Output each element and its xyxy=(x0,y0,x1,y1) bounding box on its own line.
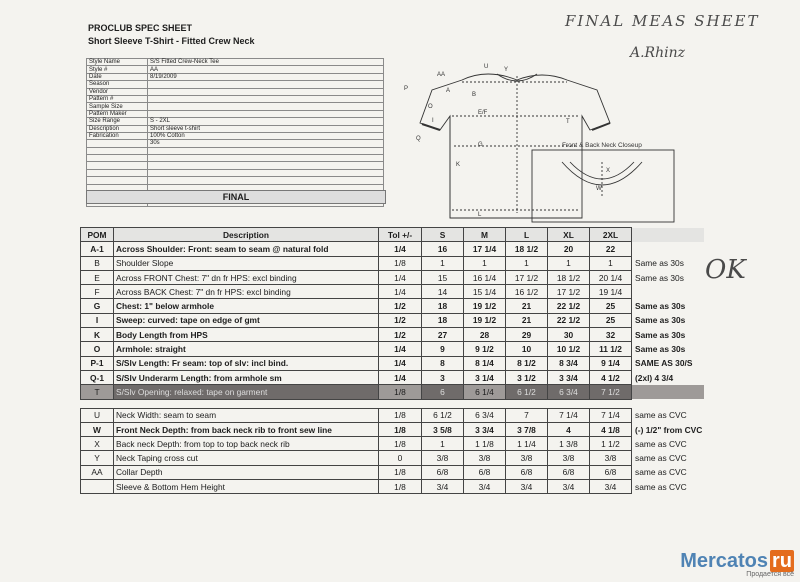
cell-m: 16 1/4 xyxy=(464,270,506,284)
sketch-letter-o: O xyxy=(428,104,433,110)
info-key xyxy=(87,169,148,176)
cell-s: 6/8 xyxy=(422,465,464,479)
cell-m: 9 1/2 xyxy=(464,342,506,356)
sketch-letter-y: Y xyxy=(504,67,509,73)
cell-desc: Across BACK Chest: 7" dn fr HPS: excl binding xyxy=(114,285,379,299)
cell-desc: Chest: 1" below armhole xyxy=(114,299,379,313)
cell-s: 3 5/8 xyxy=(422,422,464,436)
cell-m: 19 1/2 xyxy=(464,299,506,313)
cell-m: 28 xyxy=(464,328,506,342)
garment-sketch xyxy=(392,58,682,230)
cell-desc: Back neck Depth: from top to top back neck rib xyxy=(114,437,379,451)
header-size-s: S xyxy=(422,228,464,242)
cell-pom: E xyxy=(81,270,114,284)
final-label: FINAL xyxy=(86,190,386,204)
info-row xyxy=(87,59,384,66)
cell-desc: Front Neck Depth: from back neck rib to front sew line xyxy=(114,422,379,436)
info-key: Description xyxy=(87,125,148,132)
cell-xl: 1 3/8 xyxy=(548,437,590,451)
cell-m: 19 1/2 xyxy=(464,313,506,327)
info-row xyxy=(87,81,384,88)
sheet-title: PROCLUB SPEC SHEET xyxy=(88,23,193,33)
cell-tol: 1/4 xyxy=(379,270,422,284)
info-row xyxy=(87,169,384,176)
cell-l: 3/8 xyxy=(506,451,548,465)
cell-xxl: 6/8 xyxy=(590,465,632,479)
cell-note: Same as 30s xyxy=(635,258,684,269)
cell-l: 16 1/2 xyxy=(506,285,548,299)
cell-s: 3/8 xyxy=(422,451,464,465)
cell-m: 15 1/4 xyxy=(464,285,506,299)
cell-desc: Across FRONT Chest: 7" dn fr HPS: excl binding xyxy=(114,270,379,284)
info-key: Pattern # xyxy=(87,95,148,102)
cell-m: 1 xyxy=(464,256,506,270)
cell-l: 3 1/2 xyxy=(506,370,548,384)
cell-l: 6/8 xyxy=(506,465,548,479)
cell-s: 6 1/2 xyxy=(422,408,464,422)
cell-l: 29 xyxy=(506,328,548,342)
cell-s: 16 xyxy=(422,242,464,256)
cell-pom: AA xyxy=(81,465,114,479)
handwritten-ok: OK xyxy=(705,255,746,285)
cell-l: 21 xyxy=(506,299,548,313)
table-row xyxy=(81,451,705,465)
info-value: Short sleeve t-shirt xyxy=(148,125,384,132)
cell-note: Same as 30s xyxy=(635,315,686,326)
info-key xyxy=(87,155,148,162)
cell-desc: Armhole: straight xyxy=(114,342,379,356)
watermark-tld: ru xyxy=(772,550,792,572)
cell-desc: Across Shoulder: Front: seam to seam @ natural fold xyxy=(114,242,379,256)
cell-pom: X xyxy=(81,437,114,451)
cell-note xyxy=(632,242,705,256)
cell-xl: 10 1/2 xyxy=(548,342,590,356)
cell-desc: Sleeve & Bottom Hem Height xyxy=(114,480,379,494)
cell-xl: 20 xyxy=(548,242,590,256)
cell-xxl: 7 1/2 xyxy=(590,385,632,399)
cell-note: same as CVC xyxy=(635,410,687,421)
info-key: Style # xyxy=(87,66,148,73)
info-row xyxy=(87,95,384,102)
cell-note: Same as 30s xyxy=(635,272,684,283)
cell-desc: S/Slv Length: Fr seam: top of slv: incl bind. xyxy=(114,356,379,370)
info-row xyxy=(87,66,384,73)
table-row xyxy=(81,422,705,436)
table-row xyxy=(81,242,705,256)
cell-xxl: 4 1/8 xyxy=(590,422,632,436)
info-key xyxy=(87,140,148,147)
cell-xxl: 3/4 xyxy=(590,480,632,494)
cell-l: 21 xyxy=(506,313,548,327)
cell-xxl: 9 1/4 xyxy=(590,356,632,370)
cell-m: 3/8 xyxy=(464,451,506,465)
cell-desc: S/Slv Underarm Length: from armhole sm xyxy=(114,370,379,384)
cell-xl: 17 1/2 xyxy=(548,285,590,299)
sketch-letter-k: K xyxy=(456,162,461,168)
info-value xyxy=(148,110,384,117)
cell-s: 14 xyxy=(422,285,464,299)
cell-s: 27 xyxy=(422,328,464,342)
cell-xl: 22 1/2 xyxy=(548,299,590,313)
info-value xyxy=(148,155,384,162)
info-value xyxy=(148,95,384,102)
header-description: Description xyxy=(114,228,379,242)
cell-tol: 0 xyxy=(379,451,422,465)
info-row xyxy=(87,103,384,110)
info-key: Vendor xyxy=(87,88,148,95)
cell-tol: 1/4 xyxy=(379,342,422,356)
table-row xyxy=(81,465,705,479)
cell-l: 1 xyxy=(506,256,548,270)
cell-desc: Shoulder Slope xyxy=(114,256,379,270)
cell-xxl: 4 1/2 xyxy=(590,370,632,384)
sketch-letter-q: Q xyxy=(416,136,421,142)
cell-xxl: 1 xyxy=(590,256,632,270)
watermark-brand: Mercatos xyxy=(680,550,768,572)
table-row xyxy=(81,270,705,284)
cell-xl: 3/4 xyxy=(548,480,590,494)
cell-s: 3 xyxy=(422,370,464,384)
cell-tol: 1/8 xyxy=(379,385,422,399)
cell-pom: Q-1 xyxy=(81,370,114,384)
cell-note xyxy=(632,385,705,399)
info-value: S - 2XL xyxy=(148,118,384,125)
info-value xyxy=(148,169,384,176)
measurement-table xyxy=(80,227,704,494)
info-key: Style Name xyxy=(87,59,148,66)
cell-note: same as CVC xyxy=(635,453,687,464)
cell-xxl: 32 xyxy=(590,328,632,342)
cell-m: 3 1/4 xyxy=(464,370,506,384)
cell-l: 17 1/2 xyxy=(506,270,548,284)
sketch-letter-g: G xyxy=(478,142,483,148)
table-gap xyxy=(81,399,705,408)
cell-pom: F xyxy=(81,285,114,299)
sketch-letter-w: W xyxy=(596,186,602,192)
cell-xl: 6/8 xyxy=(548,465,590,479)
cell-note: Same as 30s xyxy=(635,329,686,340)
info-row xyxy=(87,88,384,95)
sketch-letter-t: T xyxy=(566,119,570,125)
cell-m: 3/4 xyxy=(464,480,506,494)
cell-pom: I xyxy=(81,313,114,327)
info-row xyxy=(87,162,384,169)
info-key: Size Range xyxy=(87,118,148,125)
cell-note xyxy=(632,285,705,299)
info-value: 8/19/2009 xyxy=(148,73,384,80)
cell-tol: 1/4 xyxy=(379,356,422,370)
info-row xyxy=(87,110,384,117)
cell-pom: P-1 xyxy=(81,356,114,370)
cell-pom: B xyxy=(81,256,114,270)
table-header-row xyxy=(81,228,705,242)
cell-pom: G xyxy=(81,299,114,313)
header-size-m: M xyxy=(464,228,506,242)
cell-m: 6 3/4 xyxy=(464,408,506,422)
cell-xxl: 1 1/2 xyxy=(590,437,632,451)
cell-pom: W xyxy=(81,422,114,436)
cell-tol: 1/2 xyxy=(379,299,422,313)
cell-l: 7 xyxy=(506,408,548,422)
table-row xyxy=(81,385,705,399)
cell-m: 6 1/4 xyxy=(464,385,506,399)
cell-note: Same as 30s xyxy=(635,344,686,355)
cell-note: same as CVC xyxy=(635,438,687,449)
cell-xxl: 7 1/4 xyxy=(590,408,632,422)
sketch-letter-x: X xyxy=(606,168,611,174)
cell-note: same as CVC xyxy=(635,467,687,478)
watermark xyxy=(680,551,794,578)
cell-tol: 1/2 xyxy=(379,328,422,342)
table-row xyxy=(81,437,705,451)
info-value: 30s xyxy=(148,140,384,147)
cell-xl: 6 3/4 xyxy=(548,385,590,399)
cell-l: 6 1/2 xyxy=(506,385,548,399)
cell-s: 18 xyxy=(422,313,464,327)
cell-pom: A-1 xyxy=(81,242,114,256)
cell-l: 18 1/2 xyxy=(506,242,548,256)
cell-m: 3 3/4 xyxy=(464,422,506,436)
cell-s: 18 xyxy=(422,299,464,313)
table-row xyxy=(81,342,705,356)
info-row xyxy=(87,177,384,184)
cell-desc: Sweep: curved: tape on edge of gmt xyxy=(114,313,379,327)
cell-s: 9 xyxy=(422,342,464,356)
cell-s: 1 xyxy=(422,437,464,451)
sketch-letter-aa: AA xyxy=(437,72,446,78)
info-key: Sample Size xyxy=(87,103,148,110)
sheet-subtitle: Short Sleeve T-Shirt - Fitted Crew Neck xyxy=(88,36,255,46)
cell-xl: 30 xyxy=(548,328,590,342)
table-row xyxy=(81,480,705,494)
cell-pom: U xyxy=(81,408,114,422)
header-size-l: L xyxy=(506,228,548,242)
table-row xyxy=(81,285,705,299)
cell-tol: 1/4 xyxy=(379,285,422,299)
info-row xyxy=(87,132,384,139)
header-size-2xl: 2XL xyxy=(590,228,632,242)
sketch-letter-u: U xyxy=(484,64,489,70)
cell-xl: 1 xyxy=(548,256,590,270)
table-row xyxy=(81,256,705,270)
cell-l: 3/4 xyxy=(506,480,548,494)
cell-l: 1 1/4 xyxy=(506,437,548,451)
info-key xyxy=(87,162,148,169)
cell-xl: 3/8 xyxy=(548,451,590,465)
info-value xyxy=(148,103,384,110)
cell-l: 8 1/2 xyxy=(506,356,548,370)
cell-s: 1 xyxy=(422,256,464,270)
cell-desc: Neck Taping cross cut xyxy=(114,451,379,465)
cell-xl: 18 1/2 xyxy=(548,270,590,284)
cell-tol: 1/4 xyxy=(379,370,422,384)
cell-s: 8 xyxy=(422,356,464,370)
cell-tol: 1/8 xyxy=(379,256,422,270)
cell-desc: Body Length from HPS xyxy=(114,328,379,342)
cell-m: 8 1/4 xyxy=(464,356,506,370)
info-row xyxy=(87,140,384,147)
cell-pom: Y xyxy=(81,451,114,465)
info-value xyxy=(148,162,384,169)
style-info-table xyxy=(86,58,384,207)
cell-xxl: 19 1/4 xyxy=(590,285,632,299)
info-row xyxy=(87,125,384,132)
cell-note: (-) 1/2" from CVC xyxy=(635,424,703,435)
sketch-letter-ef: E/F xyxy=(478,110,488,116)
cell-xl: 4 xyxy=(548,422,590,436)
handwritten-signature: A.Rhinz xyxy=(630,45,685,61)
info-key: Pattern Maker xyxy=(87,110,148,117)
header-tolerance: Tol +/- xyxy=(379,228,422,242)
cell-xl: 22 1/2 xyxy=(548,313,590,327)
info-row xyxy=(87,118,384,125)
watermark-logo xyxy=(680,551,794,571)
watermark-tagline: Продается всё xyxy=(746,571,794,578)
cell-tol: 1/8 xyxy=(379,480,422,494)
cell-pom: T xyxy=(81,385,114,399)
table-row xyxy=(81,370,705,384)
info-value: 100% Cotton xyxy=(148,132,384,139)
table-row xyxy=(81,328,705,342)
table-row xyxy=(81,356,705,370)
cell-m: 1 1/8 xyxy=(464,437,506,451)
cell-pom: O xyxy=(81,342,114,356)
info-key xyxy=(87,147,148,154)
cell-m: 17 1/4 xyxy=(464,242,506,256)
info-key: Date xyxy=(87,73,148,80)
cell-desc: Neck Width: seam to seam xyxy=(114,408,379,422)
table-row xyxy=(81,313,705,327)
header-pom: POM xyxy=(81,228,114,242)
info-value xyxy=(148,147,384,154)
cell-xxl: 22 xyxy=(590,242,632,256)
table-row xyxy=(81,299,705,313)
info-value xyxy=(148,81,384,88)
sketch-letter-b: B xyxy=(472,92,477,98)
cell-xxl: 25 xyxy=(590,299,632,313)
sketch-letter-p: P xyxy=(404,86,409,92)
cell-note: SAME AS 30/S xyxy=(635,358,693,369)
cell-xl: 8 3/4 xyxy=(548,356,590,370)
gap-cell xyxy=(81,399,705,408)
cell-desc: S/Slv Opening: relaxed: tape on garment xyxy=(114,385,379,399)
cell-note: same as CVC xyxy=(635,481,687,492)
cell-pom xyxy=(81,480,114,494)
cell-tol: 1/8 xyxy=(379,422,422,436)
info-row xyxy=(87,73,384,80)
info-value: AA xyxy=(148,66,384,73)
cell-tol: 1/2 xyxy=(379,313,422,327)
info-value: S/S Fitted Crew-Neck Tee xyxy=(148,59,384,66)
cell-s: 15 xyxy=(422,270,464,284)
cell-xxl: 3/8 xyxy=(590,451,632,465)
info-value xyxy=(148,88,384,95)
cell-tol: 1/4 xyxy=(379,242,422,256)
cell-tol: 1/8 xyxy=(379,465,422,479)
table-row xyxy=(81,408,705,422)
info-row xyxy=(87,155,384,162)
info-key: Season xyxy=(87,81,148,88)
cell-l: 10 xyxy=(506,342,548,356)
info-key xyxy=(87,177,148,184)
cell-tol: 1/8 xyxy=(379,437,422,451)
info-row xyxy=(87,147,384,154)
cell-pom: K xyxy=(81,328,114,342)
sketch-letter-a: A xyxy=(446,88,451,94)
cell-xl: 7 1/4 xyxy=(548,408,590,422)
cell-s: 6 xyxy=(422,385,464,399)
sketch-letter-i: I xyxy=(432,118,434,124)
cell-xxl: 25 xyxy=(590,313,632,327)
neck-closeup-label: Front & Back Neck Closeup xyxy=(562,142,642,149)
cell-note: Same as 30s xyxy=(635,301,686,312)
cell-s: 3/4 xyxy=(422,480,464,494)
info-key: Fabrication xyxy=(87,132,148,139)
cell-note: (2xl) 4 3/4 xyxy=(635,372,674,383)
cell-xxl: 20 1/4 xyxy=(590,270,632,284)
handwritten-title: FINAL MEAS SHEET xyxy=(565,12,760,30)
cell-xxl: 11 1/2 xyxy=(590,342,632,356)
info-value xyxy=(148,177,384,184)
cell-tol: 1/8 xyxy=(379,408,422,422)
cell-desc: Collar Depth xyxy=(114,465,379,479)
cell-m: 6/8 xyxy=(464,465,506,479)
cell-l: 3 7/8 xyxy=(506,422,548,436)
header-size-xl: XL xyxy=(548,228,590,242)
header-note xyxy=(632,228,705,242)
sketch-letter-l: L xyxy=(478,212,482,218)
cell-xl: 3 3/4 xyxy=(548,370,590,384)
